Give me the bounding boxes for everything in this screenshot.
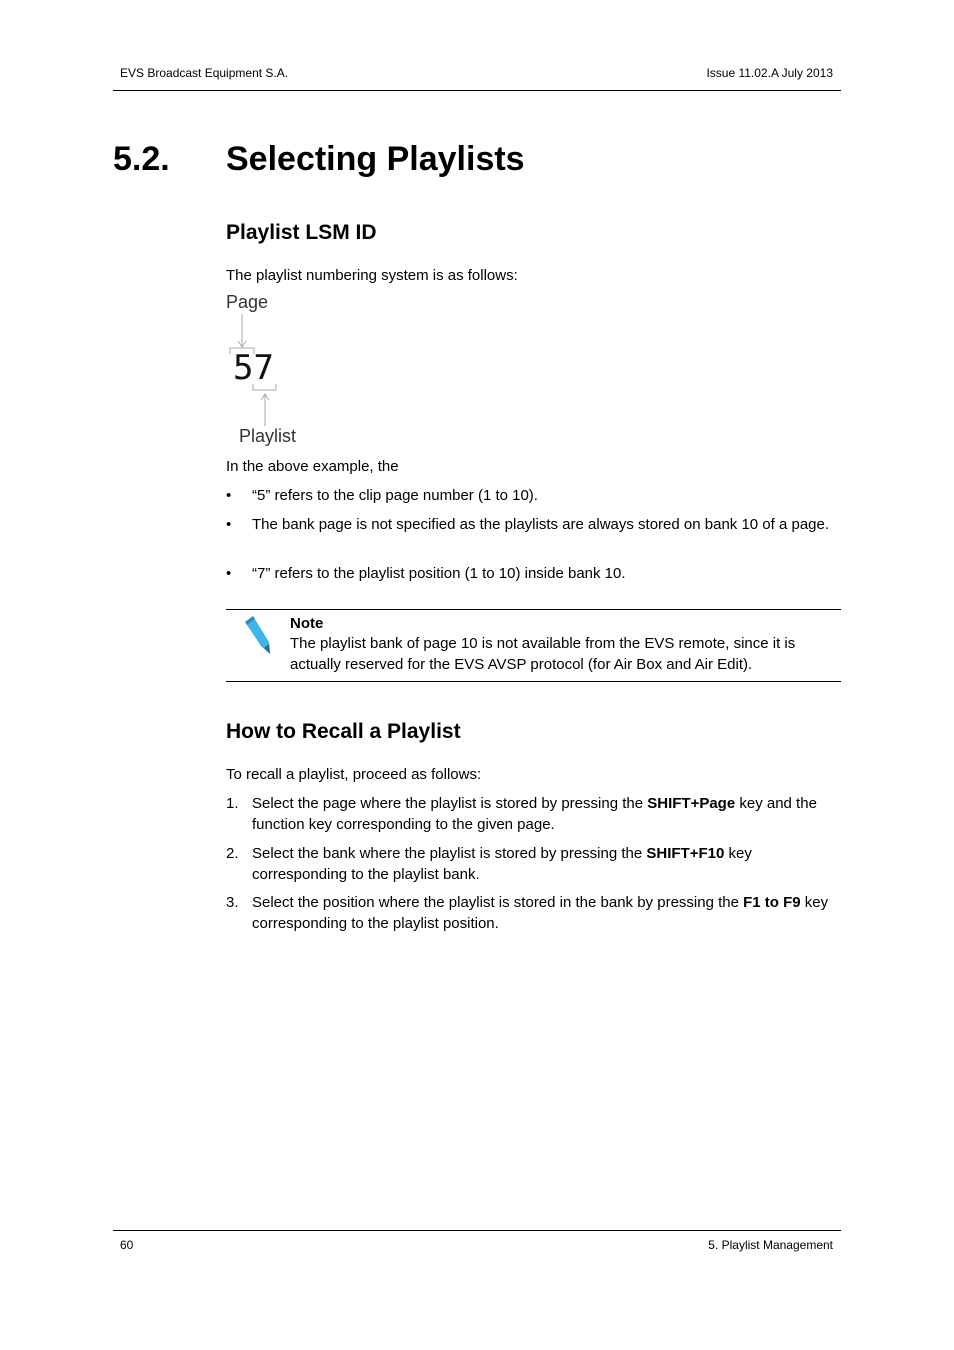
list-item	[226, 843, 841, 885]
recall-heading: How to Recall a Playlist	[226, 720, 461, 743]
section-number: 5.2.	[113, 140, 170, 178]
page-title: Selecting Playlists	[226, 140, 525, 178]
step-text: Select the page where the playlist is stored by pressing the SHIFT+Page key and the function key corresponding to the given page.	[252, 795, 817, 833]
header-rule	[113, 90, 841, 91]
list-item	[226, 563, 841, 584]
recall-intro: To recall a playlist, proceed as follows:	[226, 766, 482, 783]
list-item	[226, 892, 841, 934]
pencil-icon	[242, 614, 274, 656]
note-top-rule	[226, 609, 841, 610]
footer-chapter: 5. Playlist Management	[708, 1238, 833, 1252]
key-name: F1 to F9	[743, 894, 801, 911]
lsm-intro: The playlist numbering system is as follows:	[226, 267, 518, 284]
note-title: Note	[290, 615, 324, 632]
list-item	[226, 793, 841, 835]
key-name: SHIFT+Page	[647, 795, 736, 812]
list-item	[226, 514, 841, 535]
step-number: 3.	[226, 894, 239, 911]
header-issue: Issue 11.02.A July 2013	[706, 66, 833, 80]
bullet-text: “5” refers to the clip page number (1 to 10).	[252, 487, 538, 504]
step-text: Select the position where the playlist is stored in the bank by pressing the F1 to F9 key corresponding to the playlist position.	[252, 894, 829, 932]
bullet-mark: •	[226, 487, 232, 504]
lsm-heading: Playlist LSM ID	[226, 221, 377, 244]
bullet-text: The bank page is not specified as the playlists are always stored on bank 10 of a page.	[252, 516, 830, 533]
list-item	[226, 485, 841, 506]
key-name: SHIFT+F10	[646, 845, 725, 862]
page-number: 60	[120, 1238, 134, 1252]
diagram-number: 57	[233, 348, 274, 388]
step-number: 1.	[226, 795, 239, 812]
bullet-text: “7” refers to the playlist position (1 to 10) inside bank 10.	[252, 565, 626, 582]
header-company: EVS Broadcast Equipment S.A.	[120, 66, 289, 80]
bullet-mark: •	[226, 516, 232, 533]
step-number: 2.	[226, 845, 239, 862]
lsm-id-diagram	[226, 290, 316, 452]
diagram-page-label: Page	[226, 292, 269, 312]
note-text: The playlist bank of page 10 is not available from the EVS remote, since it is actually reserved for the EVS AVSP protocol (for Air Box and Air Edit).	[290, 635, 796, 673]
diagram-playlist-label: Playlist	[239, 426, 297, 446]
bullet-mark: •	[226, 565, 232, 582]
step-text: Select the bank where the playlist is stored by pressing the SHIFT+F10 key corresponding to the playlist bank.	[252, 845, 752, 883]
note-bottom-rule	[226, 681, 841, 682]
footer-rule	[113, 1230, 841, 1231]
example-intro: In the above example, the	[226, 458, 399, 475]
